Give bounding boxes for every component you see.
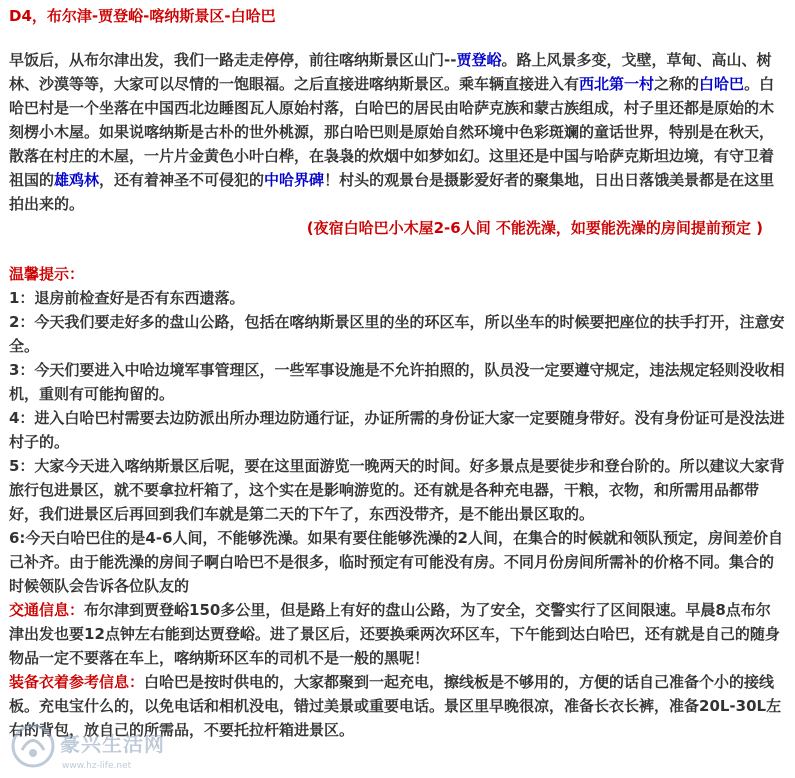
place-northwest-first-village: 西北第一村 [579,75,655,93]
intro-paragraph [9,48,785,216]
tip-item: 1：退房前检查好是否有东西遗落。 [9,289,245,307]
place-boundary-marker: 中哈界碑 [264,171,325,189]
intro-text-1: 早饭后，从布尔津出发，我们一路走走停停，前往喀纳斯景区山门-- [9,51,457,69]
place-baihaba: 白哈巴 [699,75,745,93]
gear-text: 白哈巴是按时供电的，大家都聚到一起充电，擦线板是不够用的，方便的话自己准备个小的接线板。充电宝什么的，以免电话和相机没电，错过美景或重要电话。景区里早晚很凉，准备长衣长裤，准备20L-30L左右的背包，放自己的所需品，不要托拉杆箱进景区。 [9,673,782,739]
tip-item: 3：今天们要进入中哈边境军事管理区，一些军事设施是不允许拍照的，队员没一定要遵守规定，违法规定轻则没收相机，重则有可能拘留的。 [9,361,785,403]
tip-item: 5：大家今天进入喀纳斯景区后呢，要在这里面游览一晚两天的时间。好多景点是要徒步和登台阶的。所以建议大家背旅行包进景区，就不要拿拉杆箱了，这个实在是影响游览的。还有就是各种充电器，干粮，衣物，和所需用品都带好，我们进景区后再回到我们车就是第二天的下午了，东西没带齐，是不能出景区取的。 [9,457,785,523]
watermark-url: www.hz-life.net [62,761,132,771]
article [9,4,785,742]
tips-heading: 温馨提示： [9,265,85,283]
place-jiadengyu: 贾登峪 [456,51,502,69]
intro-text-6: ！村头的观景台是摄影爱好者的聚集地，日出日落饿美景都是在这里拍出来的。 [9,171,775,213]
gear-label: 装备衣着参考信息： [9,673,145,691]
tip-item: 2：今天我们要走好多的盘山公路，包括在喀纳斯景区里的坐的环区车，所以坐车的时候要把座位的扶手打开，注意安全。 [9,313,785,355]
intro-text-5: ，还有着神圣不可侵犯的 [99,171,265,189]
intro-text-2: 。路上风景多变，戈壁，草甸、高山、树林、沙漠等等，大家可以尽情的一饱眼福。之后直接进喀纳斯景区。乘车辆直接进入有 [9,51,772,93]
traffic-info [9,598,785,670]
tip-item: 6:今天白哈巴住的是4-6人间，不能够洗澡。如果有要住能够洗澡的2人间，在集合的时候就和领队预定，房间差价自己补齐。由于能洗澡的房间子啊白哈巴不是很多，临时预定有可能没有房。不同月份房间所需补的价格不同。集合的时候领队会告诉各位队友的 [9,529,783,595]
day-title: D4，布尔津-贾登峪-喀纳斯景区-白哈巴 [9,7,276,25]
traffic-text: 布尔津到贾登峪150多公里，但是路上有好的盘山公路，为了安全，交警实行了区间限速。早晨8点布尔津出发也要12点钟左右能到达贾登峪。进了景区后，还要换乘两次环区车，下午能到达白哈巴，还有就是自己的随身物品一定不要落在车上，喀纳斯环区车的司机不是一般的黑呢！ [9,601,780,667]
watermark-text: 豪兴生活网 [60,732,165,756]
place-xiongji-forest: 雄鸡林 [54,171,100,189]
tip-item: 4：进入白哈巴村需要去边防派出所办理边防通行证，办证所需的身份证大家一定要随身带好。没有身份证可是没法进村子的。 [9,409,785,451]
gear-info [9,670,785,742]
stay-note: (夜宿白哈巴小木屋2-6人间 不能洗澡，如要能洗澡的房间提前预定 ) [306,219,763,237]
intro-text-3: 之称的 [654,75,700,93]
intro-text-4: 。白哈巴村是一个坐落在中国西北边睡图瓦人原始村落，白哈巴的居民由哈萨克族和蒙古族组成，村子里还都是原始的木刻楞小木屋。如果说喀纳斯是古朴的世外桃源，那白哈巴则是原始自然环境中色彩斑斓的童话世界，特别是在秋天，散落在村庄的木屋，一片片金黄色小叶白桦，在袅袅的炊烟中如梦如幻。这里还是中国与哈萨克斯坦边境，有守卫着祖国的 [9,75,775,189]
traffic-label: 交通信息： [9,601,85,619]
